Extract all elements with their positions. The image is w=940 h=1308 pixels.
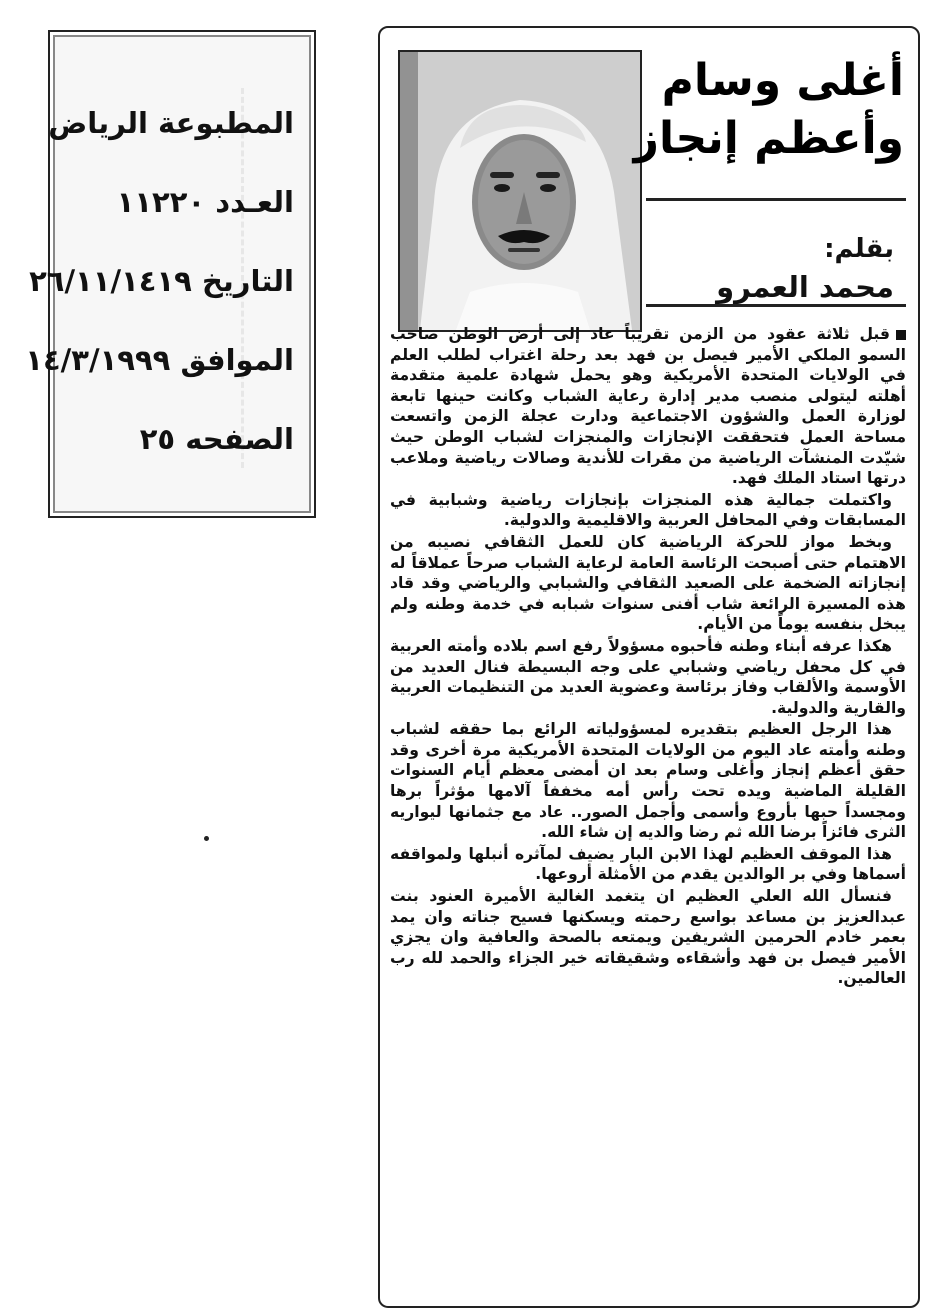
archive-label-lines xyxy=(25,84,294,479)
label-hijri-date: التاريخ ٢٦/١١/١٤١٩ xyxy=(29,264,294,298)
author-name: محمد العمرو xyxy=(716,270,894,304)
square-bullet-icon xyxy=(896,330,906,340)
label-issue: العـدد ١١٢٢٠ xyxy=(116,185,294,219)
label-publication: المطبوعة الرياض xyxy=(48,106,294,140)
paragraph: فنسأل الله العلي العظيم ان يتغمد الغالية الأميرة العنود بنت عبدالعزيز بن مساعد بواسع رحمته ويسكنها فسيح جناته وان يمد بعمر خادم الحرمين الشريفين ويمتعه بالصحة والعافية وان يجزي الأمير فيصل بن فهد وأشقاءه وشقيقاته خير الجزاء والحمد لله رب العالمين. xyxy=(390,887,906,988)
byline-divider xyxy=(646,304,906,307)
author-photo xyxy=(398,50,642,332)
title-line-2: وأعظم إنجاز xyxy=(633,113,904,164)
paragraph: وبخط مواز للحركة الرياضية كان للعمل الثقافي نصيبه من الاهتمام حتى أصبحت الرئاسة العامة لرعاية الشباب صرحاً عملاقاً له إنجازاته الضخمة على الصعيد الثقافي والشبابي والرياضي وقد قاد هذه المسيرة الرائعة شاب أفنى سنوات شبابه في خدمة وطنه ولم يبخل بنفسه يوماً من الأيام. xyxy=(390,532,906,634)
label-gregorian-date: الموافق ١٤/٣/١٩٩٩ xyxy=(25,343,294,377)
paragraph: هذا الموقف العظيم لهذا الابن البار يضيف لمآثره أنبلها ولمواقفه أسماها وفي بر الوالدين يقدم من الأمثلة أروعها. xyxy=(390,844,906,884)
article-title xyxy=(633,52,904,168)
paragraph-text: قبل ثلاثة عقود من الزمن تقريباً عاد إلى أرض الوطن صاحب السمو الملكي الأمير فيصل بن فهد بعد رحلة اغتراب لطلب العلم في الولايات المتحدة الأمريكية وهو يحمل شهادة علمية متقدمة أهلته ليتولى منصب مدير إدارة رعاية الشباب وكانت حينها تابعة لوزارة العمل والشؤون الاجتماعية ودارت عجلة الزمن واتسعت مساحة العمل فتحققت الإنجازات والمنجزات لشباب الوطن حيث شيّدت المنشآت الرياضية من مقرات للأندية وصالات رياضية وملاعب درتها استاد الملك فهد. xyxy=(390,325,906,488)
title-divider xyxy=(646,198,906,201)
article-body xyxy=(390,324,906,990)
byline-label: بقلم: xyxy=(824,234,894,264)
title-line-1: أغلى وسام xyxy=(661,55,904,106)
paragraph xyxy=(390,324,906,489)
paragraph: واكتملت جمالية هذه المنجزات بإنجازات رياضية وشبابية في المسابقات وفي المحافل العربية والاقليمية والدولية. xyxy=(390,490,906,530)
author-portrait-image xyxy=(400,52,640,330)
scan-speck xyxy=(204,836,209,841)
paragraph: هذا الرجل العظيم بتقديره لمسؤولياته الرائع بما حققه لشباب وطنه وأمته عاد اليوم من الولايات المتحدة الأمريكية مرة أخرى وقد حقق أعظم إنجاز وأغلى وسام بعد ان أمضى معظم أيام السنوات القليلة الماضية ويده تحت رأس أمه مخففاً آلامها مؤثراً برها ومجسداً حبها بأروع وأسمى وأجمل الصور.. عاد مع جثمانها ليواريه الثرى فائزاً برضا الله ثم رضا والديه إن شاء الله. xyxy=(390,720,906,842)
archive-label-card xyxy=(25,30,316,518)
paragraph: هكذا عرفه أبناء وطنه فأحبوه مسؤولاً رفع اسم بلاده وأمته العربية في كل محفل رياضي وشبابي على وجه البسيطة فنال العديد من الأوسمة والألقاب وفاز برئاسة وعضوية العديد من التنظيمات العربية والقارية والدولية. xyxy=(390,636,906,717)
article-frame xyxy=(378,26,920,1308)
label-page: الصفحه ٢٥ xyxy=(139,422,294,456)
byline xyxy=(654,232,894,308)
